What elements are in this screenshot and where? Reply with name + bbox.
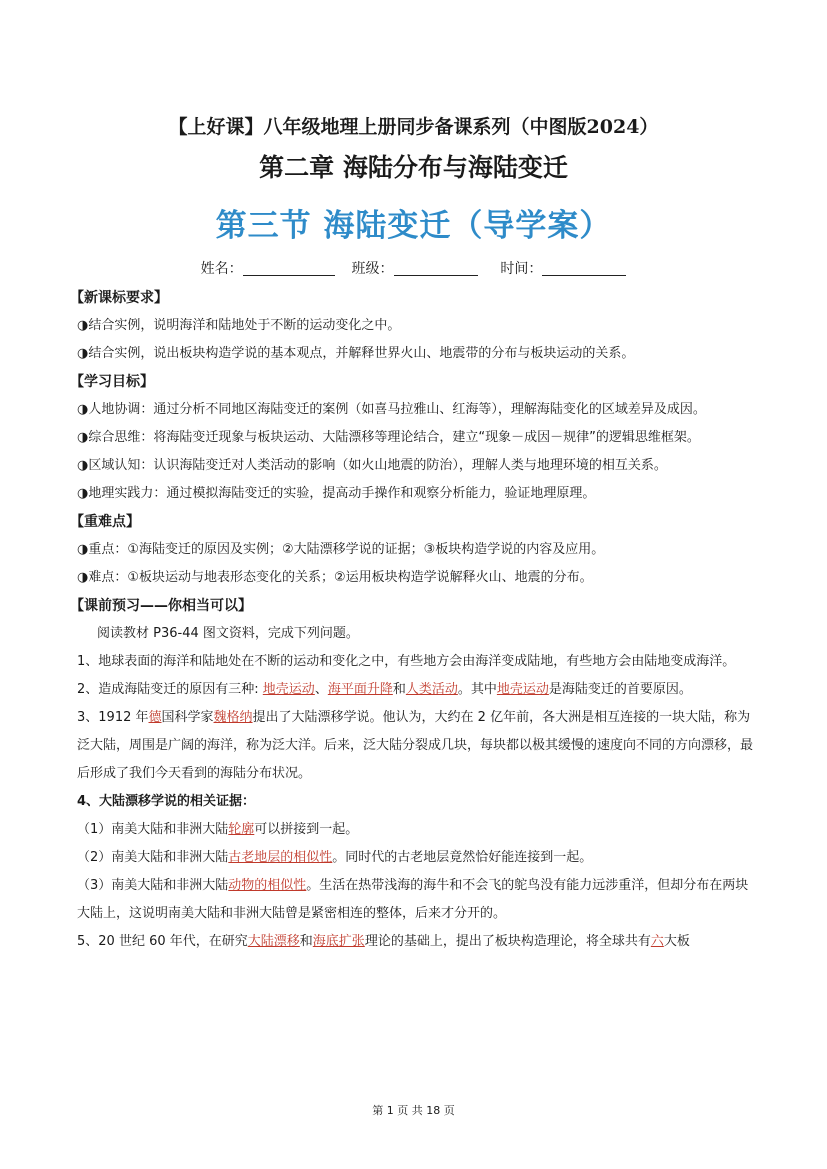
answer-blank: 古老地层的相似性 xyxy=(228,850,333,865)
student-info-row xyxy=(0,258,827,278)
answer-blank: 六 xyxy=(650,934,664,949)
answer-blank: 地壳运动 xyxy=(496,682,549,697)
answer-blank: 动物的相似性 xyxy=(228,878,307,893)
answer-blank: 海平面升降 xyxy=(327,682,393,697)
evidence-item: （2）南美大陆和非洲大陆古老地层的相似性。同时代的古老地层竟然恰好能连接到一起。 xyxy=(77,850,593,865)
answer-blank: 德 xyxy=(148,710,162,725)
answer-blank: 地壳运动 xyxy=(262,682,315,697)
standard-item: ◑结合实例，说出板块构造学说的基本观点，并解释世界火山、地震带的分布与板块运动的关系。 xyxy=(77,346,635,361)
standard-item: ◑结合实例，说明海洋和陆地处于不断的运动变化之中。 xyxy=(77,318,401,333)
class-blank[interactable] xyxy=(394,261,478,276)
time-blank[interactable] xyxy=(542,261,626,276)
key-point: ◑重点：①海陆变迁的原因及实例；②大陆漂移学说的证据；③板块构造学说的内容及应用。 xyxy=(77,542,605,557)
name-blank[interactable] xyxy=(243,261,335,276)
goals-heading: 【学习目标】 xyxy=(70,374,154,390)
evidence-item: （3）南美大陆和非洲大陆动物的相似性。生活在热带浅海的海牛和不会飞的鸵鸟没有能力远涉重洋，但却分布在两块大陆上，这说明南美大陆和非洲大陆曾是紧密相连的整体，后来才分开的。 xyxy=(77,878,749,921)
standards-heading: 【新课标要求】 xyxy=(70,290,168,306)
question-5: 5、20 世纪 60 年代，在研究大陆漂移和海底扩张理论的基础上，提出了板块构造理论，将全球共有六大板 xyxy=(77,934,690,949)
page-number: 第 1 页 共 18 页 xyxy=(372,1104,455,1117)
answer-blank: 魏格纳 xyxy=(213,710,253,725)
time-label: 时间： xyxy=(500,261,543,277)
difficult-point: ◑难点：①板块运动与地表形态变化的关系；②运用板块构造学说解释火山、地震的分布。 xyxy=(77,570,593,585)
goal-item: ◑区域认知：认识海陆变迁对人类活动的影响（如火山地震的防治），理解人类与地理环境的相互关系。 xyxy=(77,458,667,473)
answer-blank: 轮廓 xyxy=(228,822,255,837)
name-label: 姓名： xyxy=(200,261,243,277)
goal-item: ◑综合思维：将海陆变迁现象与板块运动、大陆漂移等理论结合，建立“现象－成因－规律”的逻辑思维框架。 xyxy=(77,430,700,445)
question-3: 3、1912 年德国科学家魏格纳提出了大陆漂移学说。他认为，大约在 2 亿年前，各大洲是相互连接的一块大陆，称为泛大陆，周围是广阔的海洋，称为泛大洋。后来，泛大陆分裂成几块，每块都以极其缓慢的速度向不同的方向漂移，最后形成了我们今天看到的海陆分布状况。 xyxy=(77,710,754,781)
series-title: 【上好课】八年级地理上册同步备课系列（中图版2024） xyxy=(168,116,659,138)
question-4-heading: 4、大陆漂移学说的相关证据： xyxy=(77,794,256,809)
question-1: 1、地球表面的海洋和陆地处在不断的运动和变化之中，有些地方会由海洋变成陆地，有些地方会由陆地变成海洋。 xyxy=(77,654,736,669)
section-title: 第三节 海陆变迁（导学案） xyxy=(215,208,612,244)
preview-heading: 【课前预习——你相当可以】 xyxy=(70,598,252,614)
goal-item: ◑地理实践力：通过模拟海陆变迁的实验，提高动手操作和观察分析能力，验证地理原理。 xyxy=(77,486,596,501)
answer-blank: 人类活动 xyxy=(405,682,458,697)
class-label: 班级： xyxy=(351,261,394,277)
goal-item: ◑人地协调：通过分析不同地区海陆变迁的案例（如喜马拉雅山、红海等），理解海陆变化的区域差异及成因。 xyxy=(77,402,706,417)
keypoints-heading: 【重难点】 xyxy=(70,514,140,530)
answer-blank: 大陆漂移 xyxy=(247,934,300,949)
chapter-title: 第二章 海陆分布与海陆变迁 xyxy=(259,153,568,182)
question-2: 2、造成海陆变迁的原因有三种: 地壳运动、海平面升降和人类活动。其中地壳运动是海陆变迁的首要原因。 xyxy=(77,682,692,697)
answer-blank: 海底扩张 xyxy=(312,934,365,949)
content-body xyxy=(70,284,754,956)
evidence-item: （1）南美大陆和非洲大陆轮廓可以拼接到一起。 xyxy=(77,822,359,837)
preview-intro: 阅读教材 P36-44 图文资料，完成下列问题。 xyxy=(97,626,359,641)
